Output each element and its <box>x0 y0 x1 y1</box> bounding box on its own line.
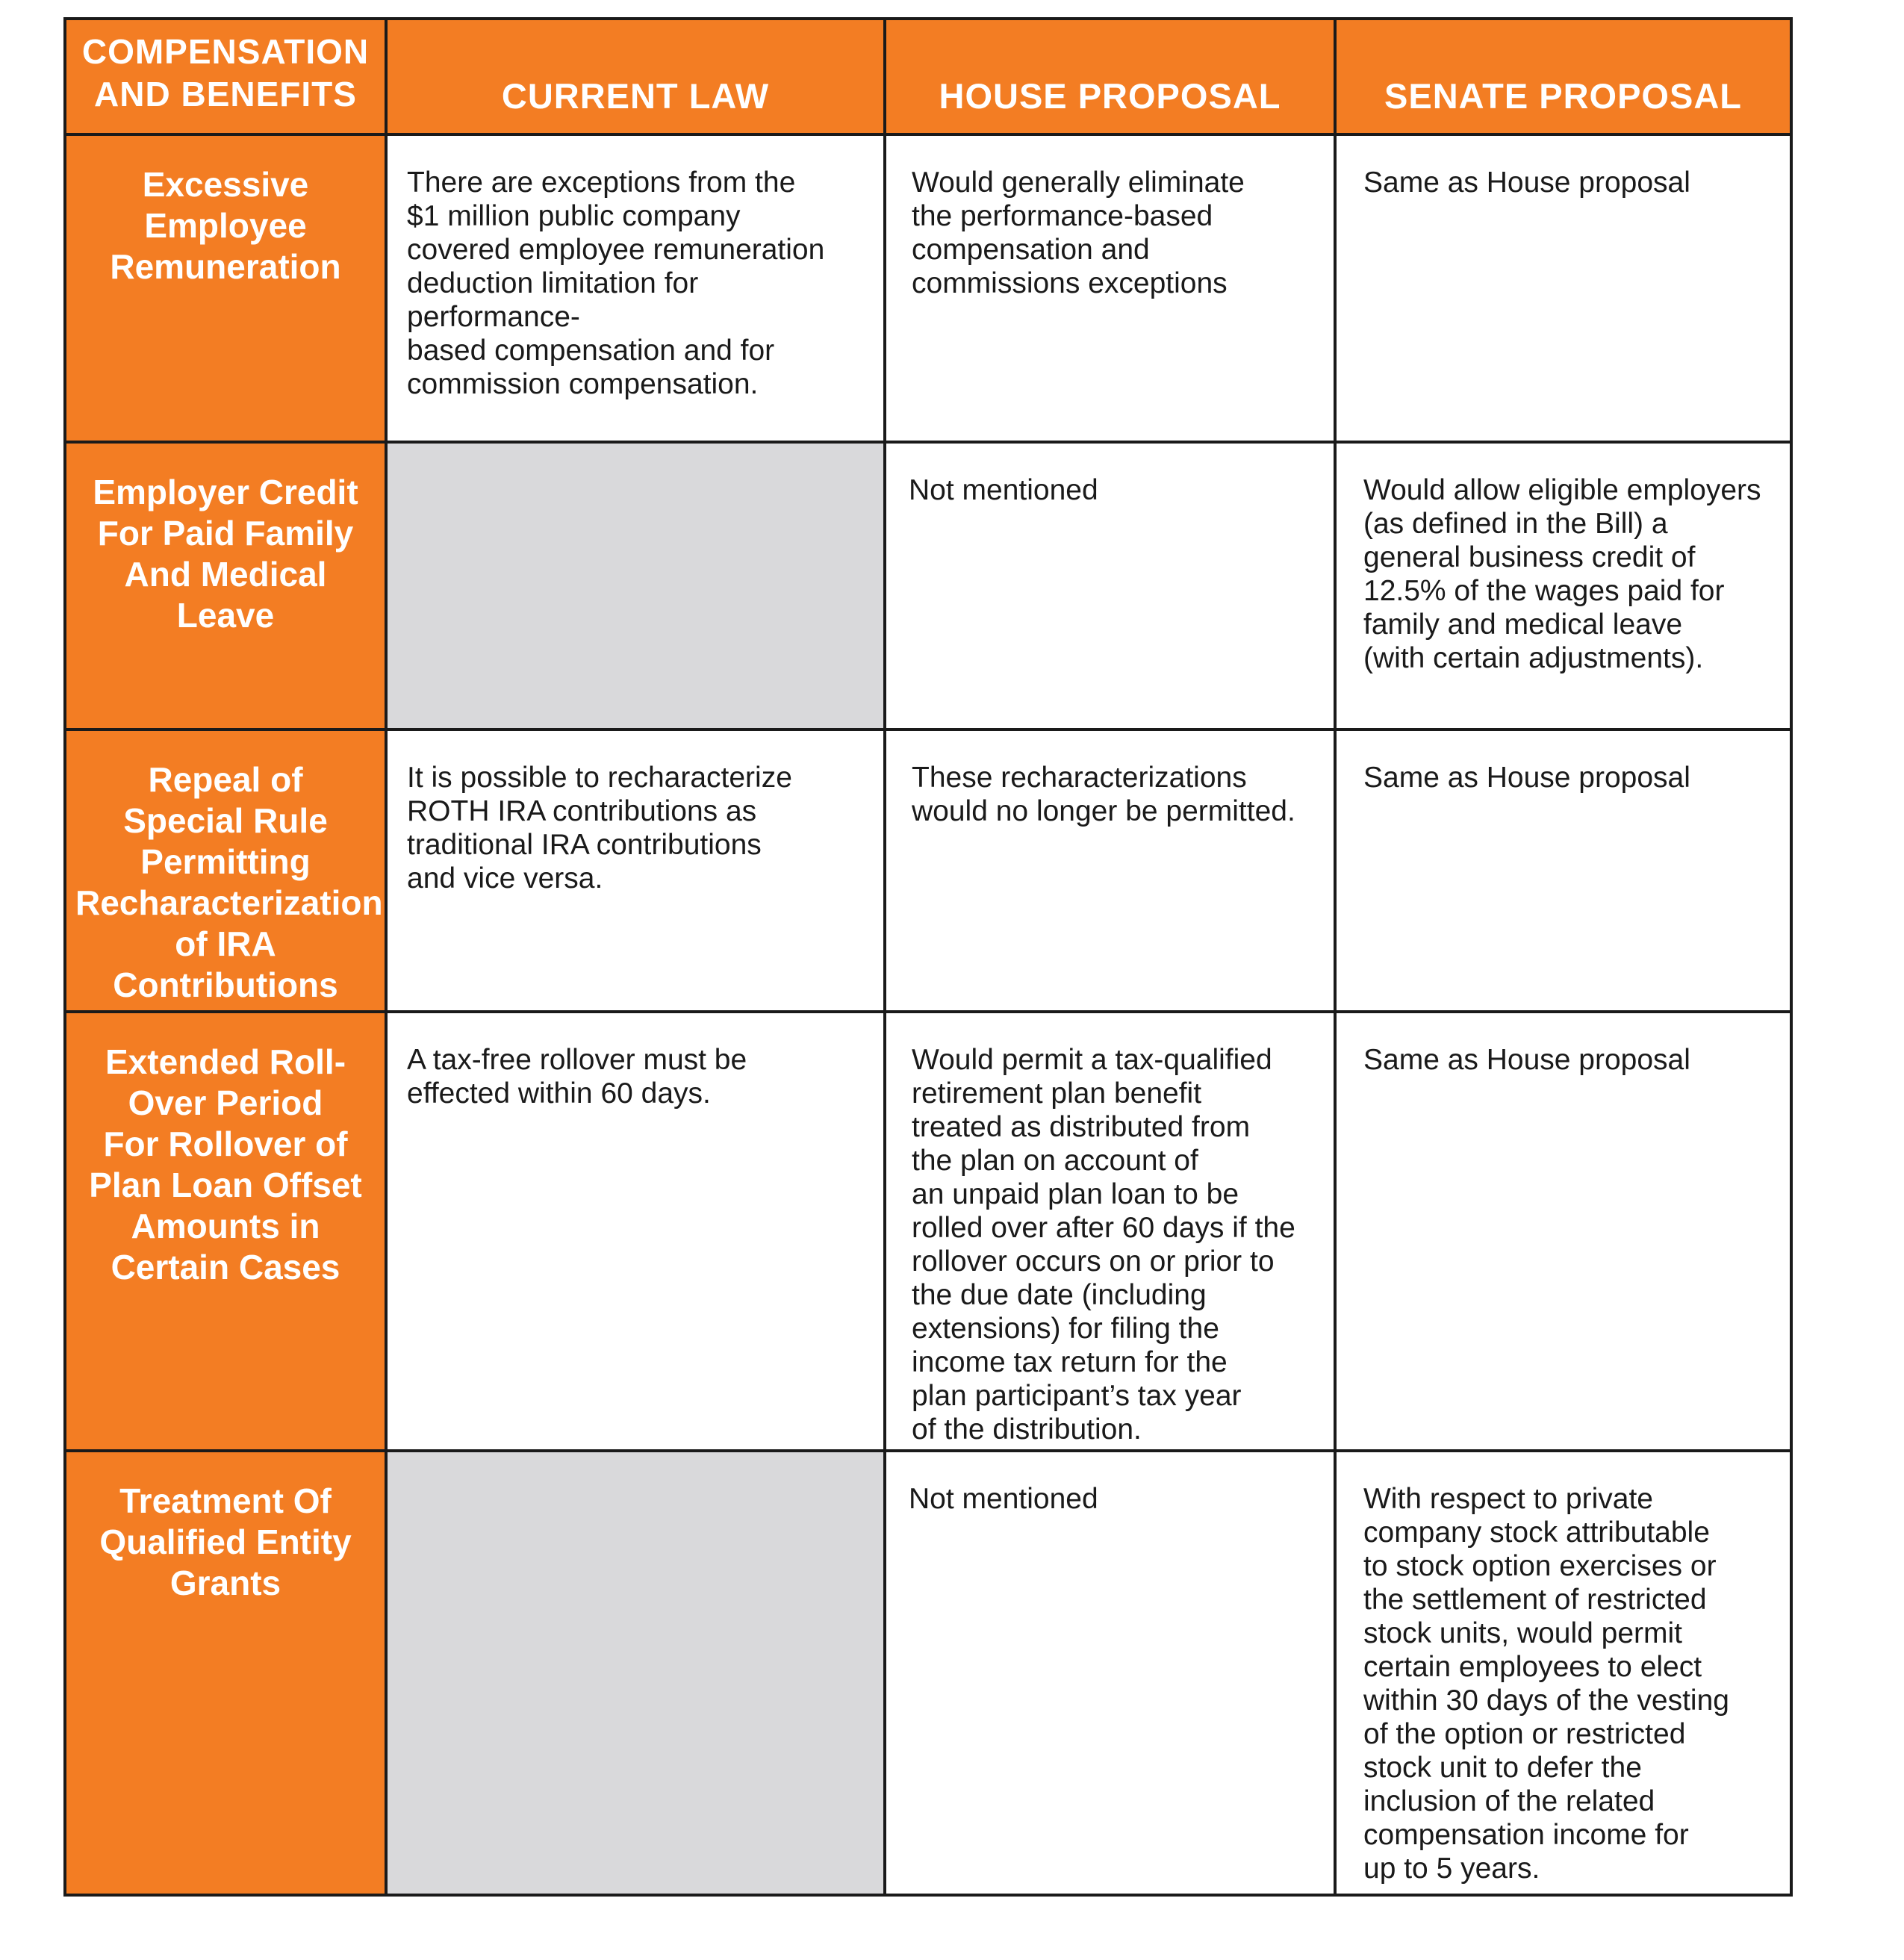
row-house-proposal: Not mentioned <box>886 1452 1337 1897</box>
row-current-law-empty <box>388 1452 886 1897</box>
row-current-law: There are exceptions from the $1 million public company covered employee remuneration deduction limitation for performance- based compensation and for commission compensation. <box>388 136 886 444</box>
row-house-proposal: Would generally eliminate the performance-based compensation and commissions exceptions <box>886 136 1337 444</box>
row-topic-plan-loan-rollover: Extended Roll- Over Period For Rollover of Plan Loan Offset Amounts in Certain Cases <box>66 1013 388 1452</box>
row-topic-ira-recharacterization: Repeal of Special Rule Permitting Recharacterization of IRA Contributions <box>66 731 388 1013</box>
row-current-law: A tax-free rollover must be effected within 60 days. <box>388 1013 886 1452</box>
row-topic-qualified-entity-grants: Treatment Of Qualified Entity Grants <box>66 1452 388 1897</box>
row-senate-proposal: Would allow eligible employers (as defined in the Bill) a general business credit of 12.5% of the wages paid for family and medical leave (with certain adjustments). <box>1337 444 1793 731</box>
row-current-law: It is possible to recharacterize ROTH IRA contributions as traditional IRA contributions and vice versa. <box>388 731 886 1013</box>
row-senate-proposal: With respect to private company stock attributable to stock option exercises or the settlement of restricted stock units, would permit certain employees to elect within 30 days of the vesting of the option or restricted stock unit to defer the inclusion of the related compensation income for up to 5 years. <box>1337 1452 1793 1897</box>
header-current-law: CURRENT LAW <box>388 20 886 136</box>
row-senate-proposal: Same as House proposal <box>1337 731 1793 1013</box>
row-house-proposal: Not mentioned <box>886 444 1337 731</box>
header-topic: COMPENSATION AND BENEFITS <box>66 20 388 136</box>
row-senate-proposal: Same as House proposal <box>1337 136 1793 444</box>
row-house-proposal: These recharacterizations would no longer be permitted. <box>886 731 1337 1013</box>
row-house-proposal: Would permit a tax-qualified retirement plan benefit treated as distributed from the plan on account of an unpaid plan loan to be rolled over after 60 days if the rollover occurs on or prior to the due date (including extensions) for filing the income tax return for the plan participant’s tax year of the distribution. <box>886 1013 1337 1452</box>
header-house-proposal: HOUSE PROPOSAL <box>886 20 1337 136</box>
row-topic-excessive-remuneration: Excessive Employee Remuneration <box>66 136 388 444</box>
comparison-table <box>63 17 1793 1897</box>
row-topic-paid-family-leave: Employer Credit For Paid Family And Medical Leave <box>66 444 388 731</box>
row-current-law-empty <box>388 444 886 731</box>
header-senate-proposal: SENATE PROPOSAL <box>1337 20 1793 136</box>
row-senate-proposal: Same as House proposal <box>1337 1013 1793 1452</box>
